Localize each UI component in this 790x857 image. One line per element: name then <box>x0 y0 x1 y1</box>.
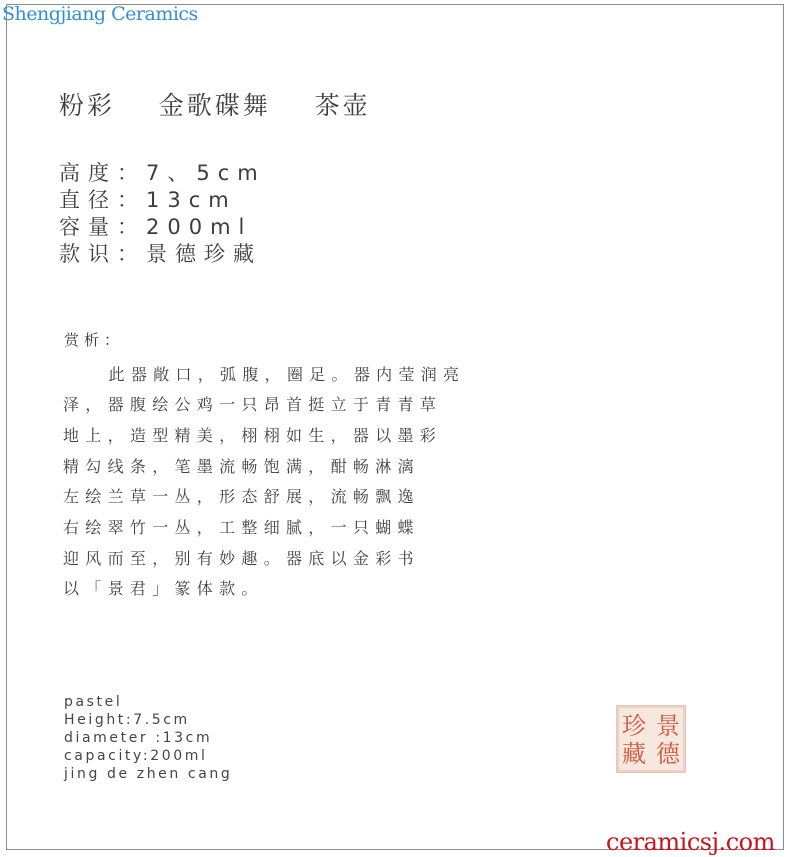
english-line: pastel <box>64 694 123 710</box>
page-title: 粉彩 金歌碟舞 茶壶 <box>59 91 371 120</box>
description-line: 地上，造型精美，栩栩如生，器以墨彩 <box>63 426 443 445</box>
spec-diameter: 直径：13cm <box>59 188 237 212</box>
seal-char: 珍 <box>622 712 646 740</box>
english-line: Height:7.5cm <box>64 712 190 728</box>
seal-char: 德 <box>656 740 680 768</box>
watermark-bottom: ceramicsj.com <box>606 828 775 856</box>
description-line: 泽，器腹绘公鸡一只昂首挺立于青青草 <box>63 395 443 414</box>
description-line: 左绘兰草一丛，形态舒展，流畅飘逸 <box>63 487 420 506</box>
seal-stamp <box>616 705 686 773</box>
seal-char: 景 <box>656 712 680 740</box>
description-line: 以「景君」篆体款。 <box>63 579 264 598</box>
spec-height: 高度：7、5cm <box>59 161 266 185</box>
description-line: 迎风而至，别有妙趣。器底以金彩书 <box>63 549 420 568</box>
description-line: 右绘翠竹一丛，工整细腻，一只蝴蝶 <box>63 518 420 537</box>
english-line: jing de zhen cang <box>64 766 233 782</box>
spec-capacity: 容量：200ml <box>59 215 253 239</box>
english-line: capacity:200ml <box>64 748 208 764</box>
description-line: 精勾线条，笔墨流畅饱满，酣畅淋漓 <box>63 457 420 476</box>
watermark-top: Shengjiang Ceramics <box>2 3 198 25</box>
analysis-label: 赏析： <box>64 331 125 349</box>
spec-mark: 款识：景德珍藏 <box>59 242 262 266</box>
seal-stamp-graphic <box>617 706 685 772</box>
seal-char: 藏 <box>622 740 646 768</box>
description-line: 此器敞口，弧腹，圈足。器内莹润亮 <box>63 365 466 384</box>
english-line: diameter :13cm <box>64 730 213 746</box>
